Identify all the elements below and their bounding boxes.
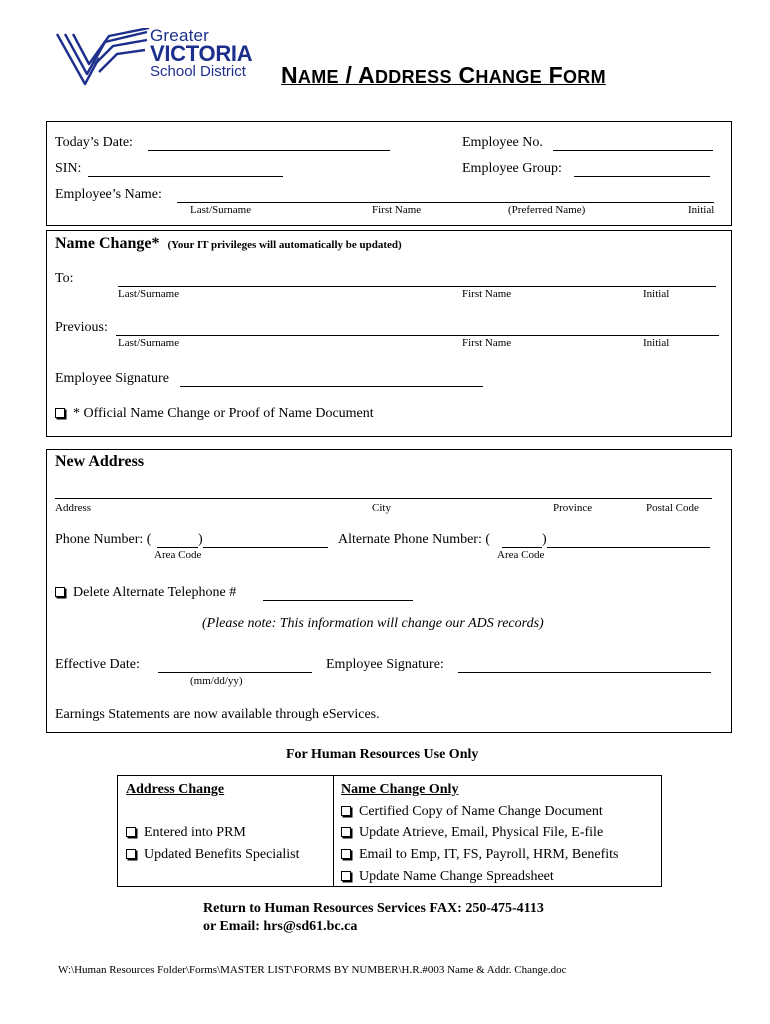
- email-to-row: [341, 847, 619, 863]
- phone-area-code-field[interactable]: [157, 547, 198, 548]
- title-orm: ORM: [563, 67, 606, 87]
- title-ddress: DDRESS: [374, 67, 452, 87]
- logo-line-victoria: VICTORIA: [150, 41, 253, 66]
- email-to-checkbox[interactable]: [341, 849, 351, 859]
- update-atrieve-label: Update Atrieve, Email, Physical File, E-file: [359, 825, 604, 840]
- official-document-row: [55, 406, 374, 422]
- address-signature-label: Employee Signature:: [326, 657, 444, 672]
- updated-benefits-row: [126, 847, 300, 863]
- updated-benefits-checkbox[interactable]: [126, 849, 136, 859]
- update-spreadsheet-label: Update Name Change Spreadsheet: [359, 869, 554, 884]
- to-label: To:: [55, 271, 74, 286]
- address-change-title: Address Change: [126, 782, 225, 797]
- footer-file-path: W:\Human Resources Folder\Forms\MASTER LIST\FORMS BY NUMBER\H.R.#003 Name & Addr. Change.doc: [58, 964, 567, 976]
- phone-close-paren: ): [198, 532, 203, 547]
- to-sub-first: First Name: [462, 288, 512, 300]
- effective-date-label: Effective Date:: [55, 657, 140, 672]
- entered-prm-label: Entered into PRM: [144, 825, 246, 840]
- name-change-heading-row: [55, 235, 402, 253]
- alt-phone-close-paren: ): [542, 532, 547, 547]
- page-title: [281, 62, 606, 89]
- certified-copy-label: Certified Copy of Name Change Document: [359, 804, 603, 819]
- employee-group-label: Employee Group:: [462, 161, 562, 176]
- earnings-note: Earnings Statements are now available through eServices.: [55, 707, 380, 722]
- employee-no-field[interactable]: [553, 150, 713, 151]
- employee-name-sub-first: First Name: [372, 204, 422, 216]
- delete-alt-phone-row: [55, 585, 236, 601]
- official-document-label: * Official Name Change or Proof of Name Document: [73, 406, 374, 421]
- logo-line-school-district: School District: [150, 63, 246, 80]
- address-sub-province: Province: [553, 502, 593, 514]
- employee-name-sub-initial: Initial: [688, 204, 715, 216]
- updated-benefits-label: Updated Benefits Specialist: [144, 847, 300, 862]
- effective-date-format: (mm/dd/yy): [190, 675, 243, 687]
- update-atrieve-row: [341, 825, 603, 841]
- employee-name-label: Employee’s Name:: [55, 187, 162, 202]
- update-spreadsheet-row: [341, 869, 554, 885]
- employee-name-field[interactable]: [177, 202, 714, 203]
- title-space-1: [452, 62, 459, 88]
- previous-label: Previous:: [55, 320, 108, 335]
- address-sub-address: Address: [55, 502, 92, 514]
- title-hange: HANGE: [475, 67, 542, 87]
- logo-line-greater: Greater: [150, 26, 210, 45]
- address-field[interactable]: [55, 498, 712, 499]
- phone-area-code-caption: Area Code: [154, 549, 202, 561]
- name-change-only-title: Name Change Only: [341, 782, 459, 797]
- title-ame: AME: [297, 67, 339, 87]
- new-address-heading: New Address: [55, 453, 145, 470]
- email-to-label: Email to Emp, IT, FS, Payroll, HRM, Benefits: [359, 847, 619, 862]
- delete-alt-phone-field[interactable]: [263, 600, 413, 601]
- certified-copy-row: [341, 804, 603, 820]
- title-a: A: [358, 62, 375, 88]
- alt-phone-label: Alternate Phone Number: (: [338, 532, 491, 547]
- employee-name-sub-last: Last/Surname: [190, 204, 252, 216]
- address-signature-field[interactable]: [458, 672, 711, 673]
- return-email-line: or Email: hrs@sd61.bc.ca: [203, 919, 358, 934]
- official-document-checkbox[interactable]: [55, 408, 65, 418]
- please-note-text: (Please note: This information will change our ADS records): [202, 616, 544, 631]
- update-spreadsheet-checkbox[interactable]: [341, 871, 351, 881]
- title-f: F: [548, 62, 563, 88]
- update-atrieve-checkbox[interactable]: [341, 827, 351, 837]
- phone-label: Phone Number: (: [55, 532, 152, 547]
- alt-phone-area-code-field[interactable]: [502, 547, 542, 548]
- title-c: C: [458, 62, 476, 88]
- name-change-note: (Your IT privileges will automatically be updated): [167, 239, 402, 251]
- previous-sub-last: Last/Surname: [118, 337, 180, 349]
- sin-label: SIN:: [55, 161, 82, 176]
- delete-alt-phone-label: Delete Alternate Telephone #: [73, 585, 237, 600]
- address-sub-city: City: [372, 502, 391, 514]
- to-sub-last: Last/Surname: [118, 288, 180, 300]
- title-slash: /: [338, 62, 359, 88]
- name-change-heading: Name Change*: [55, 235, 160, 252]
- address-sub-postal: Postal Code: [646, 502, 699, 514]
- employee-name-sub-preferred: (Preferred Name): [508, 204, 586, 216]
- todays-date-label: Today’s Date:: [55, 135, 133, 150]
- to-name-field[interactable]: [118, 286, 716, 287]
- hr-table-divider: [333, 775, 334, 887]
- employee-no-label: Employee No.: [462, 135, 543, 150]
- name-change-signature-field[interactable]: [180, 386, 483, 387]
- previous-sub-initial: Initial: [643, 337, 670, 349]
- title-space-2: [542, 62, 549, 88]
- alt-phone-number-field[interactable]: [547, 547, 710, 548]
- employee-group-field[interactable]: [574, 176, 710, 177]
- to-sub-initial: Initial: [643, 288, 670, 300]
- return-fax-line: Return to Human Resources Services FAX: 250-475-4113: [203, 901, 544, 916]
- todays-date-field[interactable]: [148, 150, 390, 151]
- entered-prm-checkbox[interactable]: [126, 827, 136, 837]
- previous-name-field[interactable]: [116, 335, 719, 336]
- delete-alt-phone-checkbox[interactable]: [55, 587, 65, 597]
- certified-copy-checkbox[interactable]: [341, 806, 351, 816]
- title-n: N: [281, 62, 298, 88]
- district-logo-mark-icon: [55, 28, 151, 88]
- name-change-signature-label: Employee Signature: [55, 371, 169, 386]
- hr-heading: For Human Resources Use Only: [286, 747, 479, 762]
- effective-date-field[interactable]: [158, 672, 312, 673]
- entered-prm-row: [126, 825, 246, 841]
- alt-phone-area-code-caption: Area Code: [497, 549, 545, 561]
- phone-number-field[interactable]: [203, 547, 328, 548]
- previous-sub-first: First Name: [462, 337, 512, 349]
- sin-field[interactable]: [88, 176, 283, 177]
